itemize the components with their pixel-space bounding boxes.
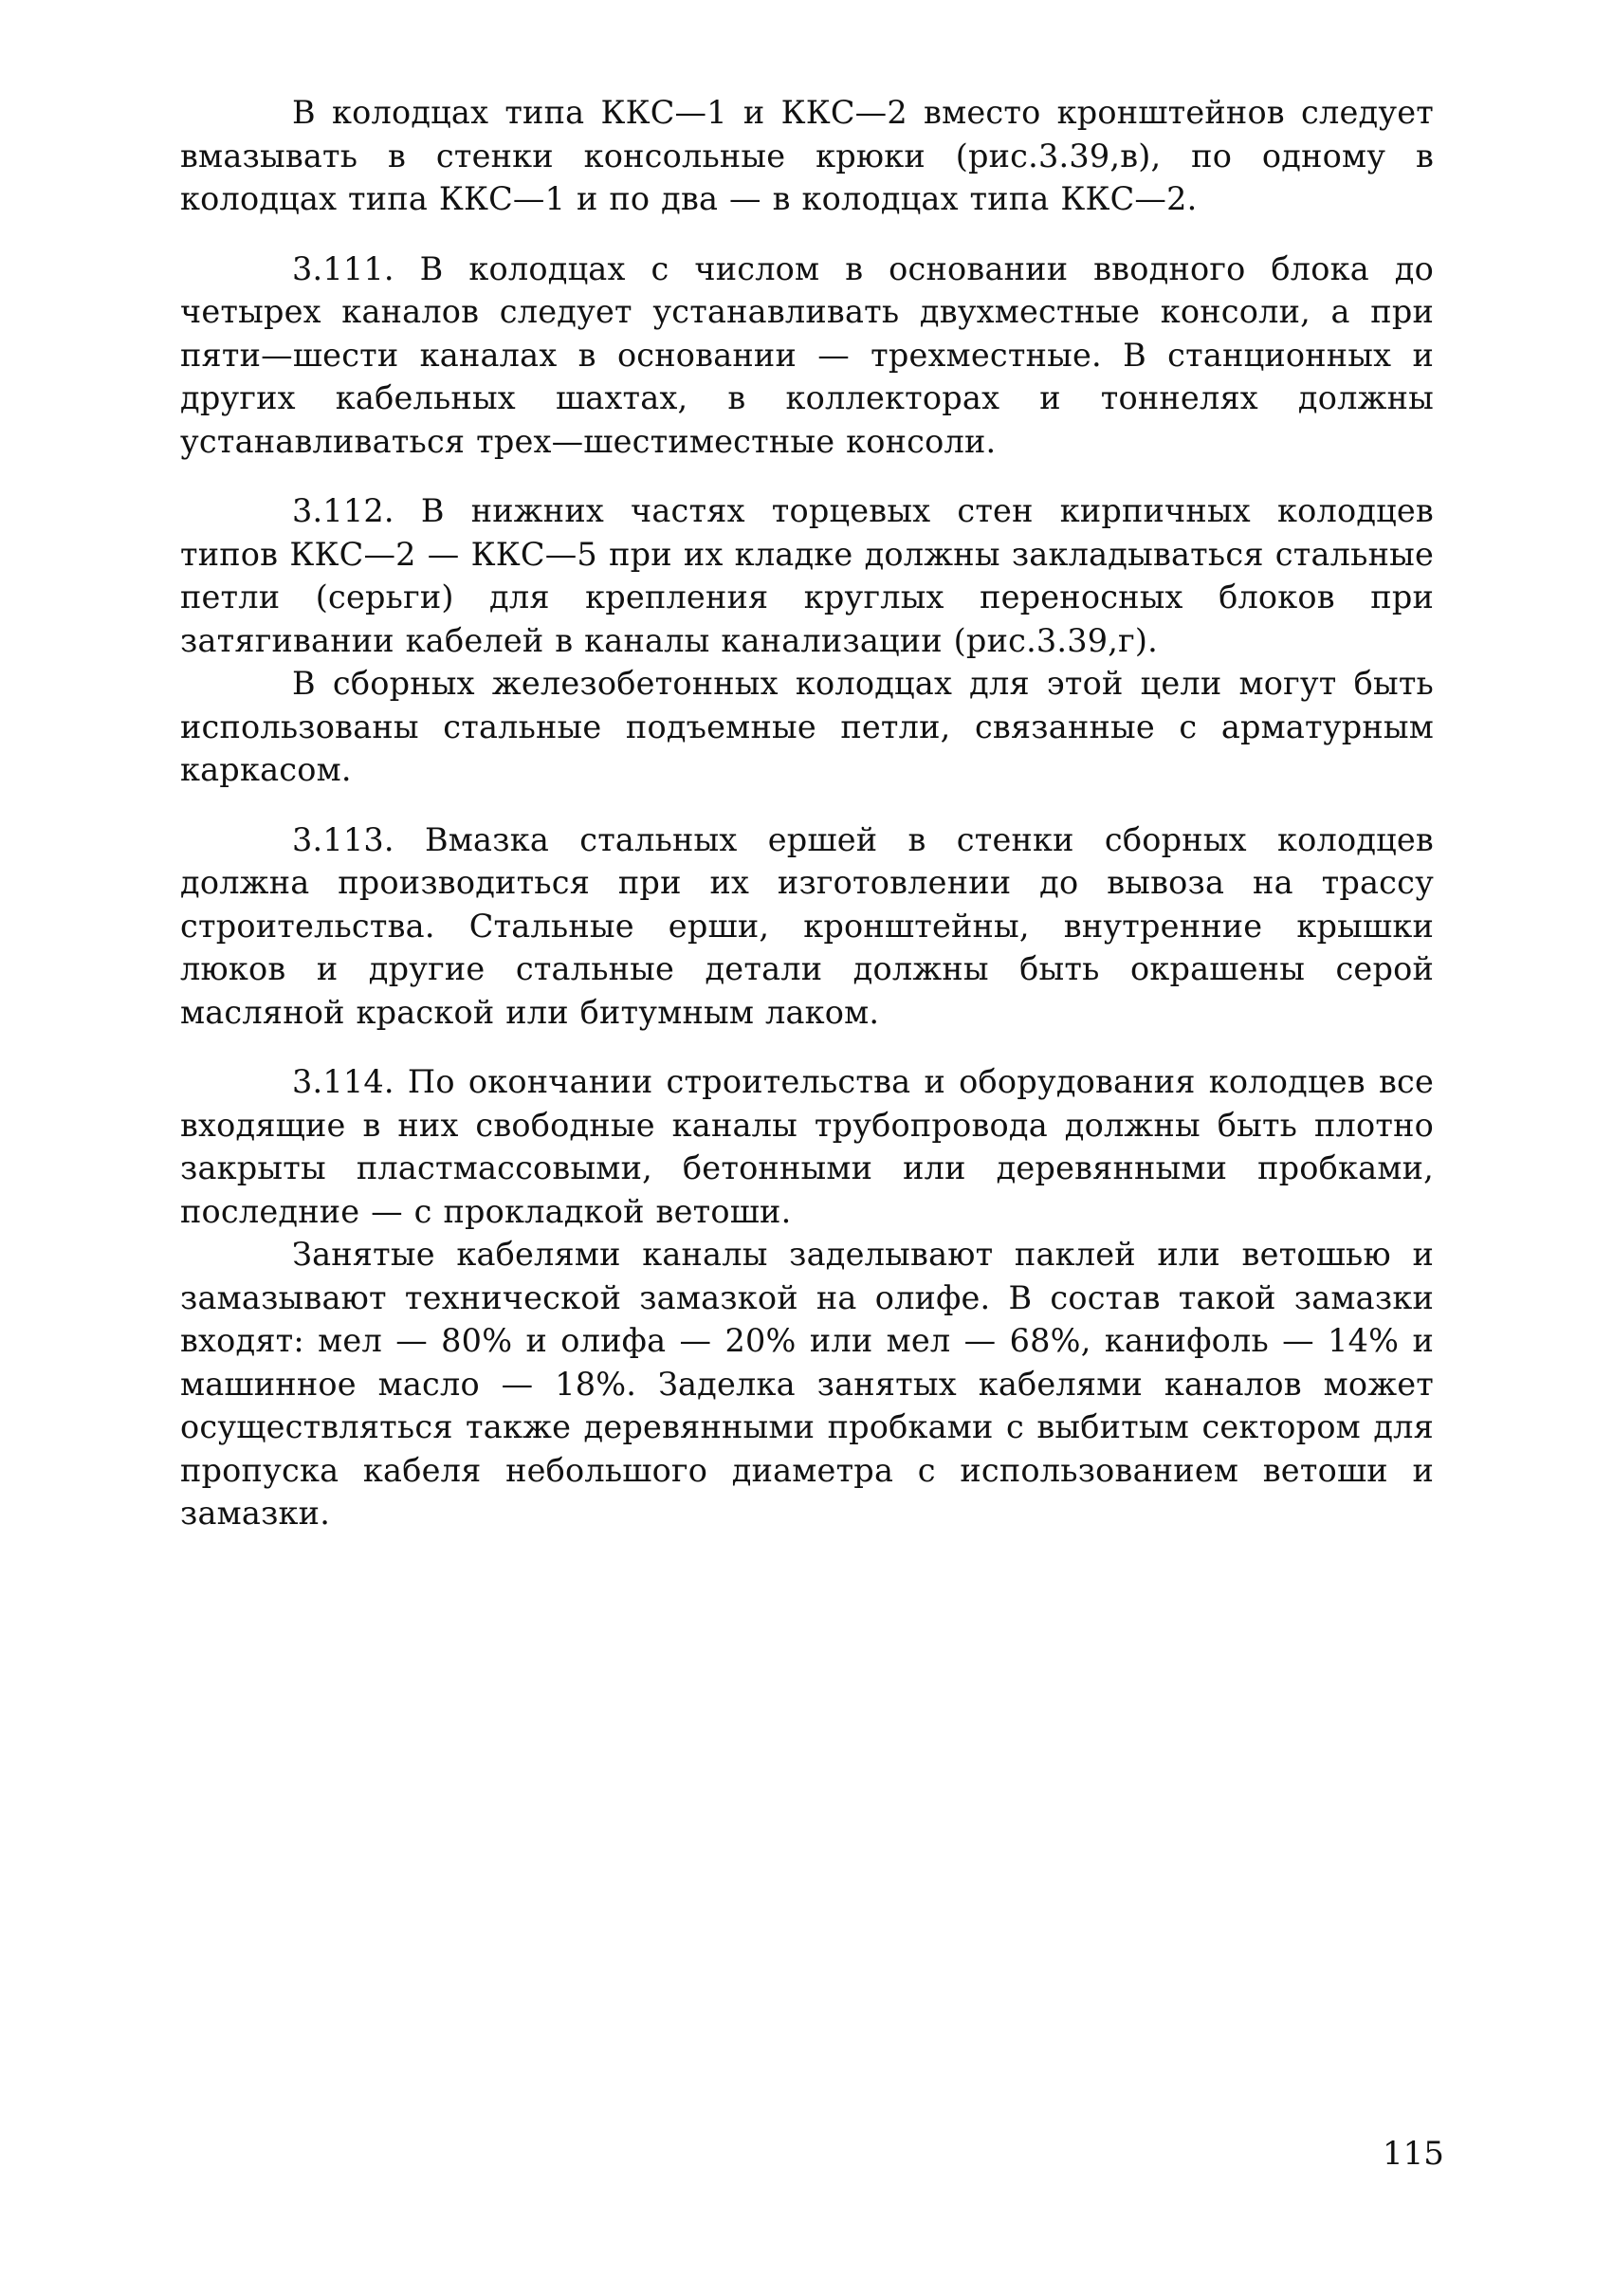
document-body xyxy=(180,91,1434,1562)
page-number: 115 xyxy=(1383,2135,1444,2173)
paragraph-3-113: 3.113. Вмазка стальных ершей в стенки сборных колодцев должна производиться при их изготовлении до вывоза на трассу строительства. Стальные ерши, кронштейны, внутренние крышки люков и другие стальные детали должны быть окрашены серой масляной краской или битумным лаком. xyxy=(180,820,1434,1031)
paragraph-3-114-continued: Занятые кабелями каналы заделывают паклей или ветошью и замазывают технической замазкой на олифе. В состав такой замазки входят: мел — 80% и олифа — 20% или мел — 68%, канифоль — 14% и машинное масло — 18%. Заделка занятых кабелями каналов может осуществляться также деревянными пробками с выбитым сектором для пропуска кабеля небольшого диаметра с использованием ветоши и замазки. xyxy=(180,1236,1434,1532)
paragraph-3-112-continued: В сборных железобетонных колодцах для этой цели могут быть использованы стальные подъемные петли, связанные с арматурным каркасом. xyxy=(180,665,1434,788)
paragraph-3-111: 3.111. В колодцах с числом в основании вводного блока до четырех каналов следует устанавливать двухместные консоли, а при пяти—шести каналах в основании — трехместные. В станционных и других кабельных шахтах, в коллекторах и тоннелях должны устанавливаться трех—шестиместные консоли. xyxy=(180,249,1434,460)
paragraph-3-114: 3.114. По окончании строительства и оборудования колодцев все входящие в них свободные каналы трубопровода должны быть плотно закрыты пластмассовыми, бетонными или деревянными пробками, последние — с прокладкой ветоши. xyxy=(180,1063,1434,1230)
paragraph-3-112: 3.112. В нижних частях торцевых стен кирпичных колодцев типов ККС—2 — ККС—5 при их кладке должны закладываться стальные петли (серьги) для крепления круглых переносных блоков при затягивании кабелей в каналы канализации (рис.3.39,г). xyxy=(180,492,1434,659)
paragraph-kks-hooks: В колодцах типа ККС—1 и ККС—2 вместо кронштейнов следует вмазывать в стенки консольные крюки (рис.3.39,в), по одному в колодцах типа ККС—1 и по два — в колодцах типа ККС—2. xyxy=(180,94,1434,217)
